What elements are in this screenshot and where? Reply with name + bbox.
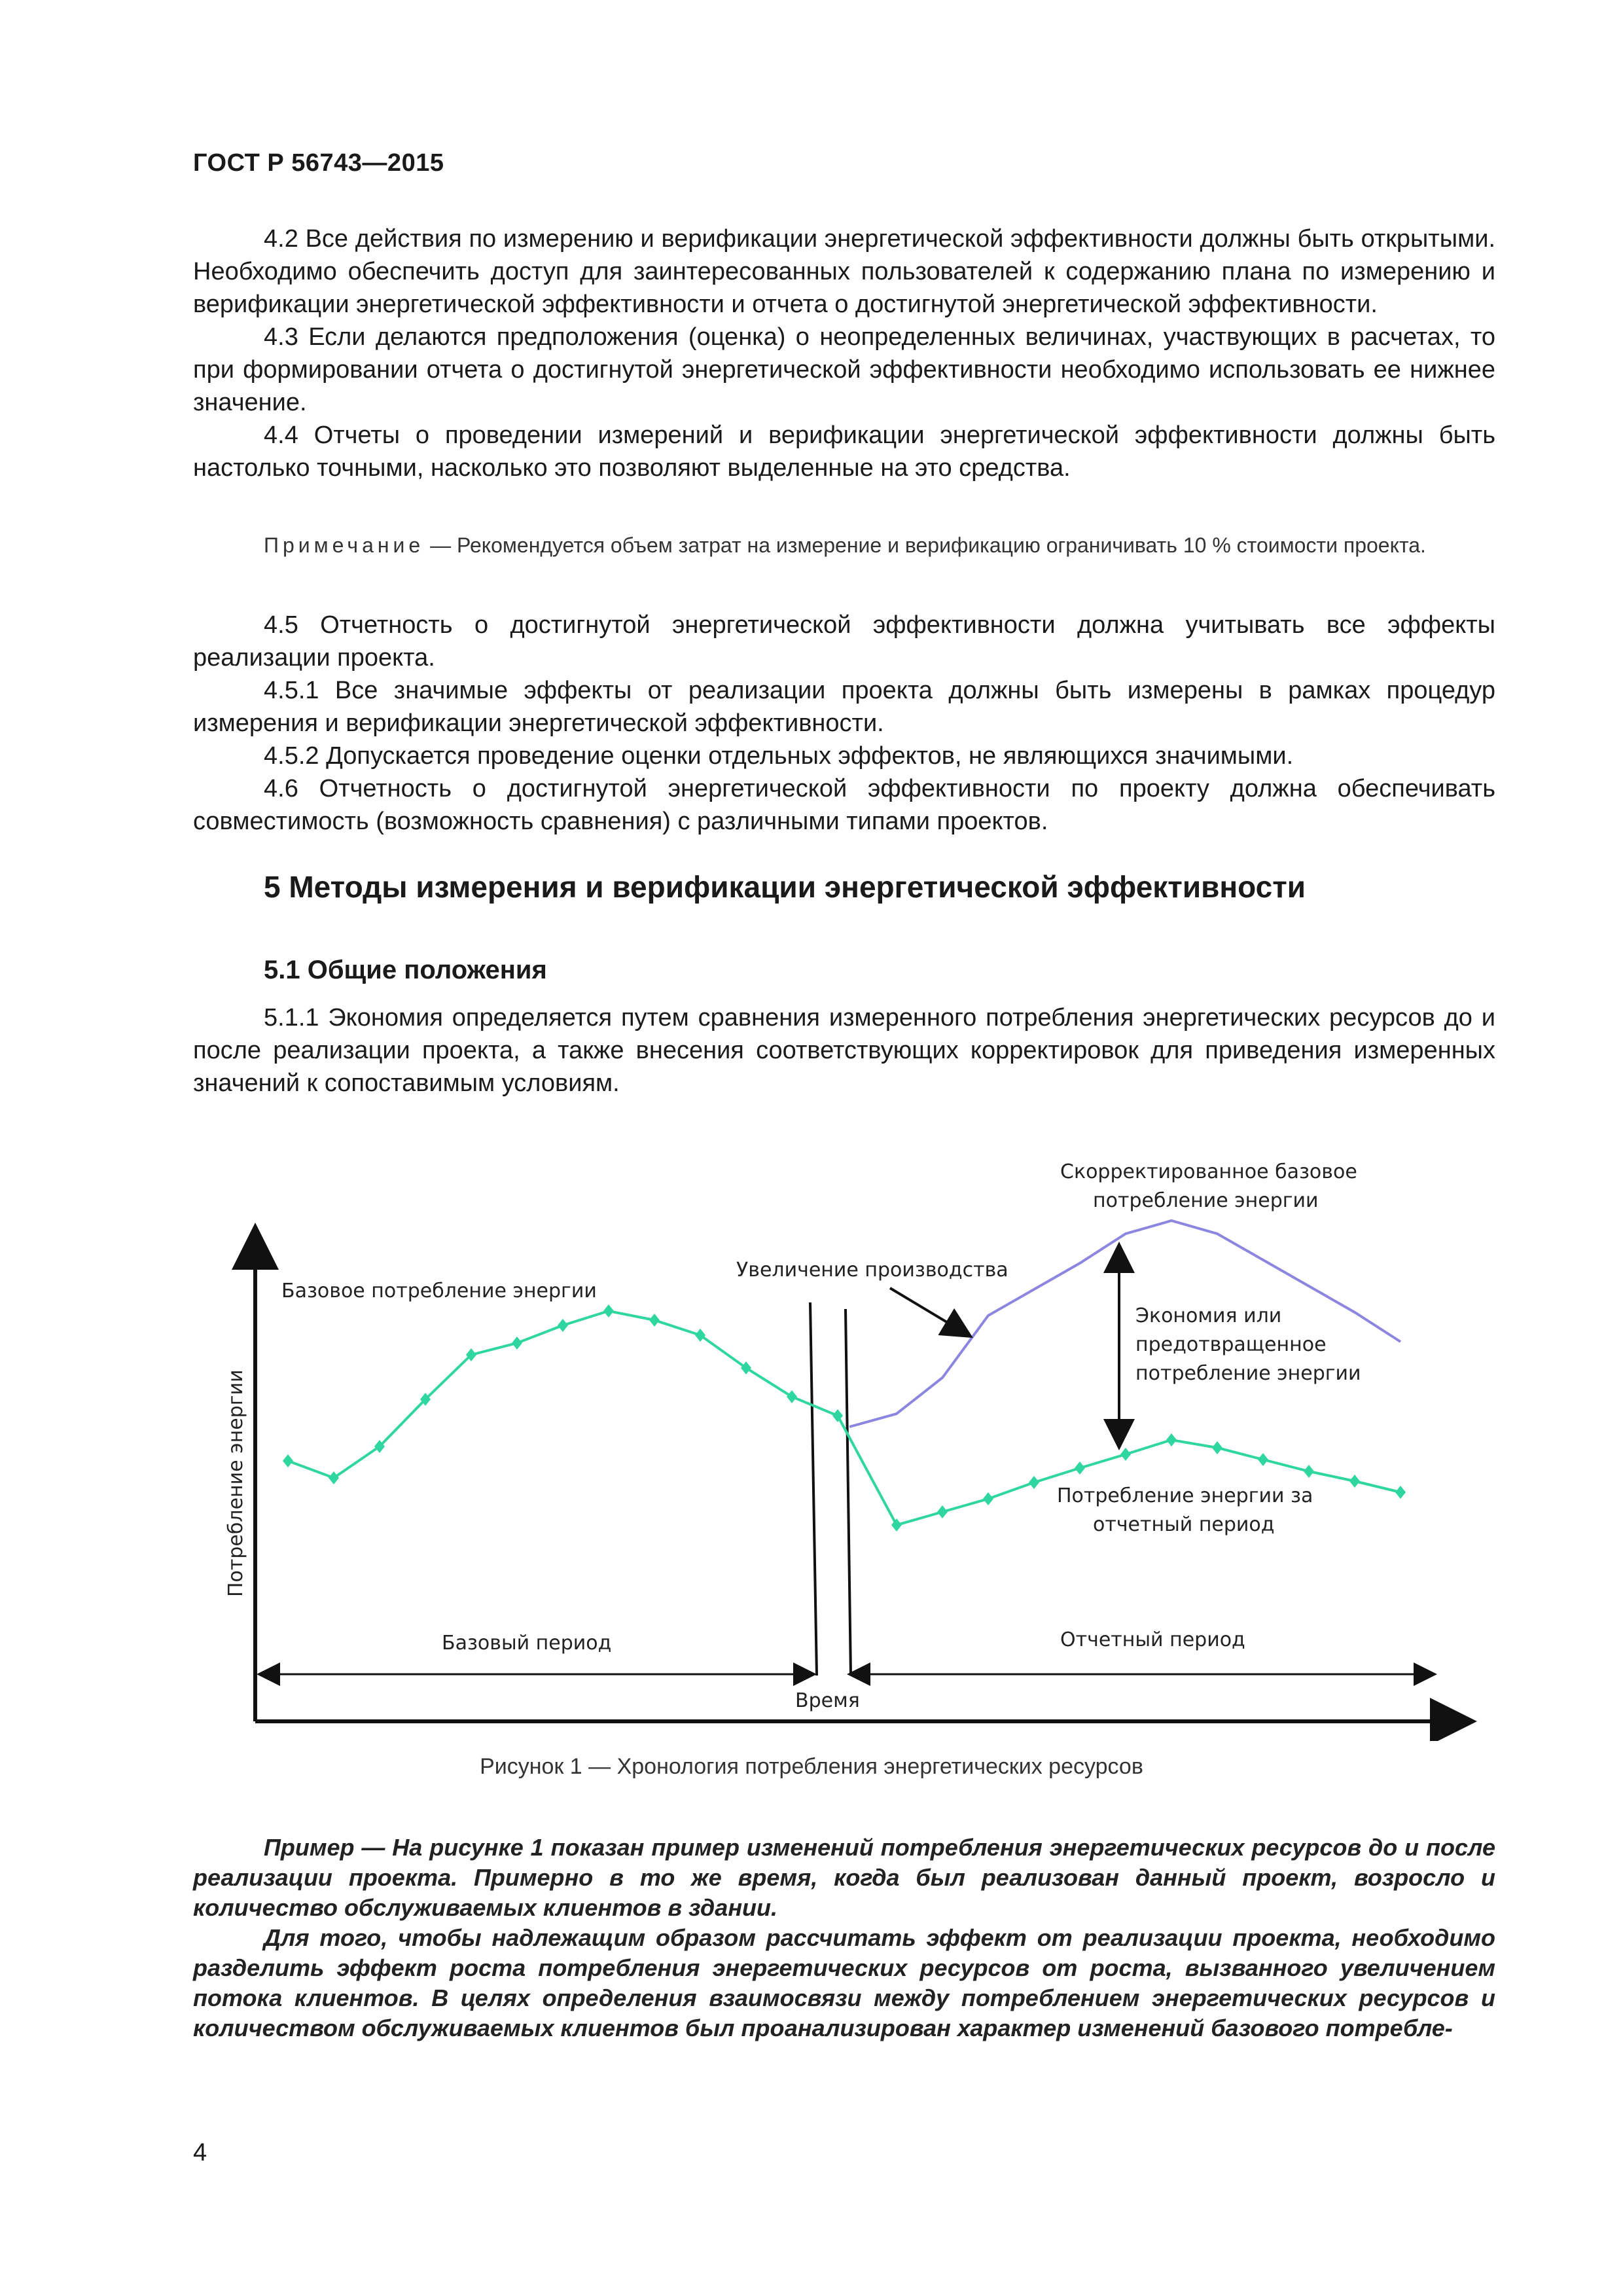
paragraph-5-1-1-block bbox=[193, 1001, 1495, 1100]
x-axis-label: Время bbox=[795, 1689, 860, 1712]
section-title: 5 Методы измерения и верификации энергетической эффективности bbox=[264, 870, 1306, 904]
paragraph-4-5-2: 4.5.2 Допускается проведение оценки отдельных эффектов, не являющихся значимыми. bbox=[264, 742, 1294, 770]
divider-line-left bbox=[810, 1302, 817, 1676]
savings-label-line-1: Экономия или bbox=[1135, 1304, 1282, 1327]
adjusted-label-line-1: Скорректированное базовое bbox=[1060, 1160, 1357, 1183]
note-label: Примечание bbox=[264, 533, 425, 557]
paragraph-4-6: 4.6 Отчетность о достигнутой энергетической эффективности по проекту должна обеспечивать совместимость (возможность сравнения) с различными типами проектов. bbox=[193, 775, 1495, 835]
example-paragraph-1: Пример — На рисунке 1 показан пример изменений потребления энергетических ресурсов до и после реализации проекта. Примерно в то же время, когда был реализован данный проект, возросло и количество обслуживаемых клиентов в здании. bbox=[193, 1834, 1495, 1921]
base-period-label: Базовый период bbox=[442, 1632, 612, 1655]
note-text: — Рекомендуется объем затрат на измерение и верификацию ограничивать 10 % стоимости проекта. bbox=[424, 533, 1426, 557]
note-block bbox=[193, 530, 1495, 560]
report-period-label: Отчетный период bbox=[1060, 1628, 1245, 1651]
figure-caption: Рисунок 1 — Хронология потребления энергетических ресурсов bbox=[480, 1754, 1143, 1779]
paragraph-4-5-1: 4.5.1 Все значимые эффекты от реализации проекта должны быть измерены в рамках процедур измерения и верификации энергетической эффективности. bbox=[193, 677, 1495, 737]
subsection-title: 5.1 Общие положения bbox=[264, 956, 547, 984]
example-block bbox=[193, 1833, 1495, 2043]
page-number: 4 bbox=[193, 2139, 207, 2166]
report-label-line-1: Потребление энергии за bbox=[1057, 1484, 1313, 1507]
divider-line-right bbox=[846, 1309, 851, 1676]
paragraph-5-1-1: 5.1.1 Экономия определяется путем сравнения измеренного потребления энергетических ресурсов до и после реализации проекта, а также внесения соответствующих корректировок для приведения измеренных значений к сопоставимым условиям. bbox=[193, 1004, 1495, 1097]
section-4-5-paragraphs bbox=[193, 609, 1495, 838]
energy-timeline-chart bbox=[216, 1126, 1479, 1741]
note-paragraph bbox=[193, 530, 1495, 560]
document-header: ГОСТ Р 56743—2015 bbox=[193, 149, 444, 177]
savings-label-line-2: предотвращенное bbox=[1135, 1333, 1327, 1356]
production-increase-arrow bbox=[890, 1288, 969, 1335]
production-increase-label: Увеличение производства bbox=[736, 1259, 1008, 1282]
base-series-label: Базовое потребление энергии bbox=[281, 1280, 597, 1302]
paragraph-4-3: 4.3 Если делаются предположения (оценка) о неопределенных величинах, участвующих в расчетах, то при формировании отчета о достигнутой энергетической эффективности необходимо использовать ее нижнее значение. bbox=[193, 323, 1495, 416]
adjusted-label-line-2: потребление энергии bbox=[1093, 1189, 1319, 1212]
savings-label-line-3: потребление энергии bbox=[1135, 1362, 1361, 1385]
figure-energy-timeline bbox=[216, 1126, 1479, 1741]
adjusted-baseline-line bbox=[849, 1221, 1400, 1427]
paragraph-4-2: 4.2 Все действия по измерению и верификации энергетической эффективности должны быть открытыми. Необходимо обеспечить доступ для заинтересованных пользователей к содержанию плана по измерению и верификации энергетической эффективности и отчета о достигнутой энергетической эффективности. bbox=[193, 225, 1495, 318]
section-4-paragraphs bbox=[193, 223, 1495, 484]
example-paragraph-2: Для того, чтобы надлежащим образом рассчитать эффект от реализации проекта, необходимо разделить эффект роста потребления энергетических ресурсов от роста, вызванного увеличением потока клиентов. В целях определения взаимосвязи между потреблением энергетических ресурсов и количеством обслуживаемых клиентов был проанализирован характер изменений базового потребле- bbox=[193, 1924, 1495, 2041]
y-axis-label: Потребление энергии bbox=[224, 1369, 247, 1597]
paragraph-4-5: 4.5 Отчетность о достигнутой энергетической эффективности должна учитывать все эффекты реализации проекта. bbox=[193, 611, 1495, 672]
paragraph-4-4: 4.4 Отчеты о проведении измерений и верификации энергетической эффективности должны быть настолько точными, насколько это позволяют выделенные на это средства. bbox=[193, 422, 1495, 482]
report-label-line-2: отчетный период bbox=[1093, 1513, 1275, 1536]
